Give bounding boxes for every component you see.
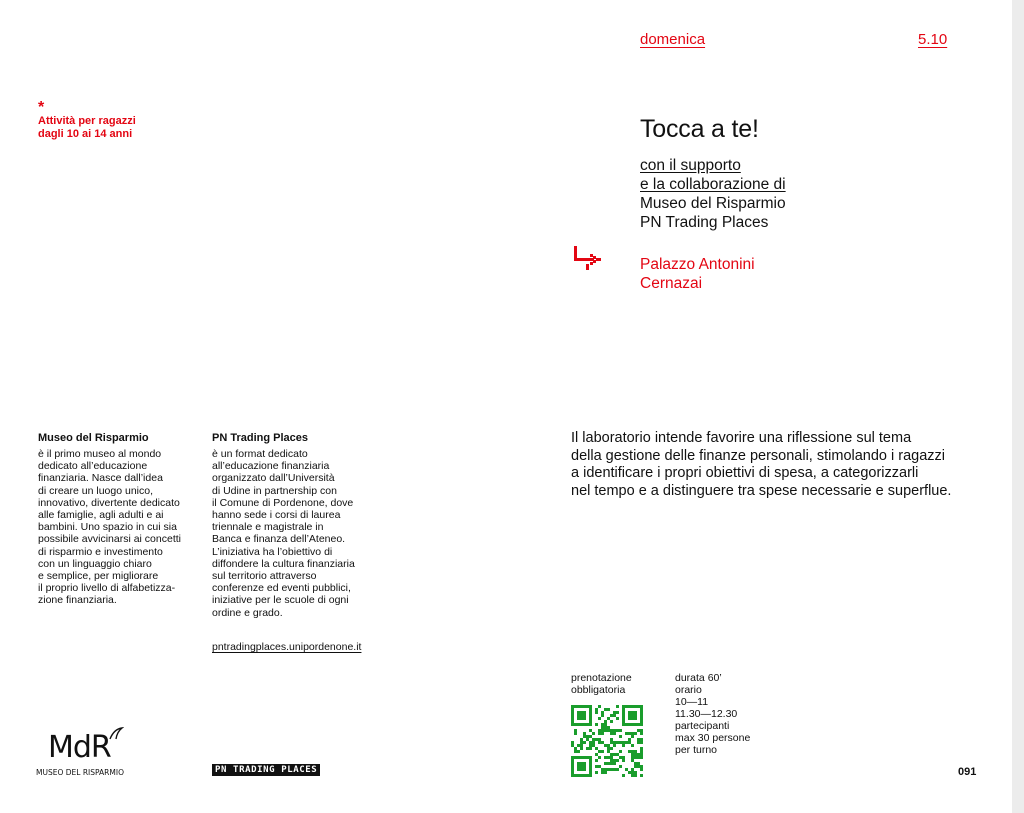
- mdr-mark: MdR: [48, 730, 111, 765]
- booking-note: prenotazione obbligatoria: [571, 672, 632, 696]
- pn-column: [212, 432, 392, 619]
- museo-column: [38, 432, 208, 607]
- venue-line2: Cernazai: [640, 275, 703, 292]
- pn-trading-places-logo: PN TRADING PLACES: [212, 764, 320, 776]
- pn-website-link[interactable]: pntradingplaces.unipordenone.it: [212, 641, 362, 653]
- event-title: Tocca a te!: [640, 115, 759, 143]
- qr-code-icon[interactable]: [571, 705, 643, 777]
- vertical-scrollbar[interactable]: [1012, 0, 1024, 813]
- kids-note: [38, 101, 136, 141]
- pn-text: è un format dedicato all’educazione finanziaria organizzato dall’Università di Udine in partnership con il Comune di Pordenone, dove hanno sede i corsi di laurea triennale e magistrale in Banca e finanza dell’Ateneo. L’iniziativa ha l’obiettivo di diffondere la cultura finanziaria sul territorio attraverso conferenze ed eventi pubblici, iniziative per le scuole di ogni ordine e grado.: [212, 448, 355, 619]
- support-block: [640, 156, 786, 232]
- day-label: domenica: [640, 31, 706, 48]
- support-line2: e la collaborazione di: [640, 176, 786, 193]
- date-label: 5.10: [918, 31, 948, 48]
- venue-line1: Palazzo Antonini: [640, 256, 755, 273]
- venue-arrow-icon: [572, 246, 606, 274]
- kids-note-line2: dagli 10 ai 14 anni: [38, 128, 133, 140]
- kids-note-line1: Attività per ragazzi: [38, 115, 136, 127]
- mdr-name: MUSEO DEL RISPARMIO: [36, 768, 124, 777]
- lab-description: Il laboratorio intende favorire una riflessione sul tema della gestione delle finanze personali, stimolando i ragazzi a identificare i propri obiettivi di spesa, a categorizzarli nel tempo e a distinguere tra spese necessarie e superflue.: [571, 430, 952, 499]
- page-number: 091: [958, 766, 977, 778]
- museo-title: Museo del Risparmio: [38, 432, 149, 444]
- museo-text: è il primo museo al mondo dedicato all’educazione finanziaria. Nasce dall’idea di creare un luogo unico, innovativo, divertente dedicato alle famiglie, agli adulti e ai bambini. Uno spazio in cui sia possibile avvicinarsi ai concetti di risparmio e investimento con un linguaggio chiaro e semplice, per migliorare il proprio livello di alfabetizza- zione finanziaria.: [38, 448, 181, 607]
- pn-title: PN Trading Places: [212, 432, 308, 444]
- asterisk-icon: *: [38, 99, 45, 116]
- partner-1: Museo del Risparmio: [640, 195, 786, 212]
- venue: [640, 255, 755, 293]
- mdr-logo: [36, 726, 136, 780]
- partner-2: PN Trading Places: [640, 214, 769, 231]
- support-line1: con il supporto: [640, 157, 741, 174]
- event-details: durata 60’ orario 10—11 11.30—12.30 partecipanti max 30 persone per turno: [675, 672, 751, 756]
